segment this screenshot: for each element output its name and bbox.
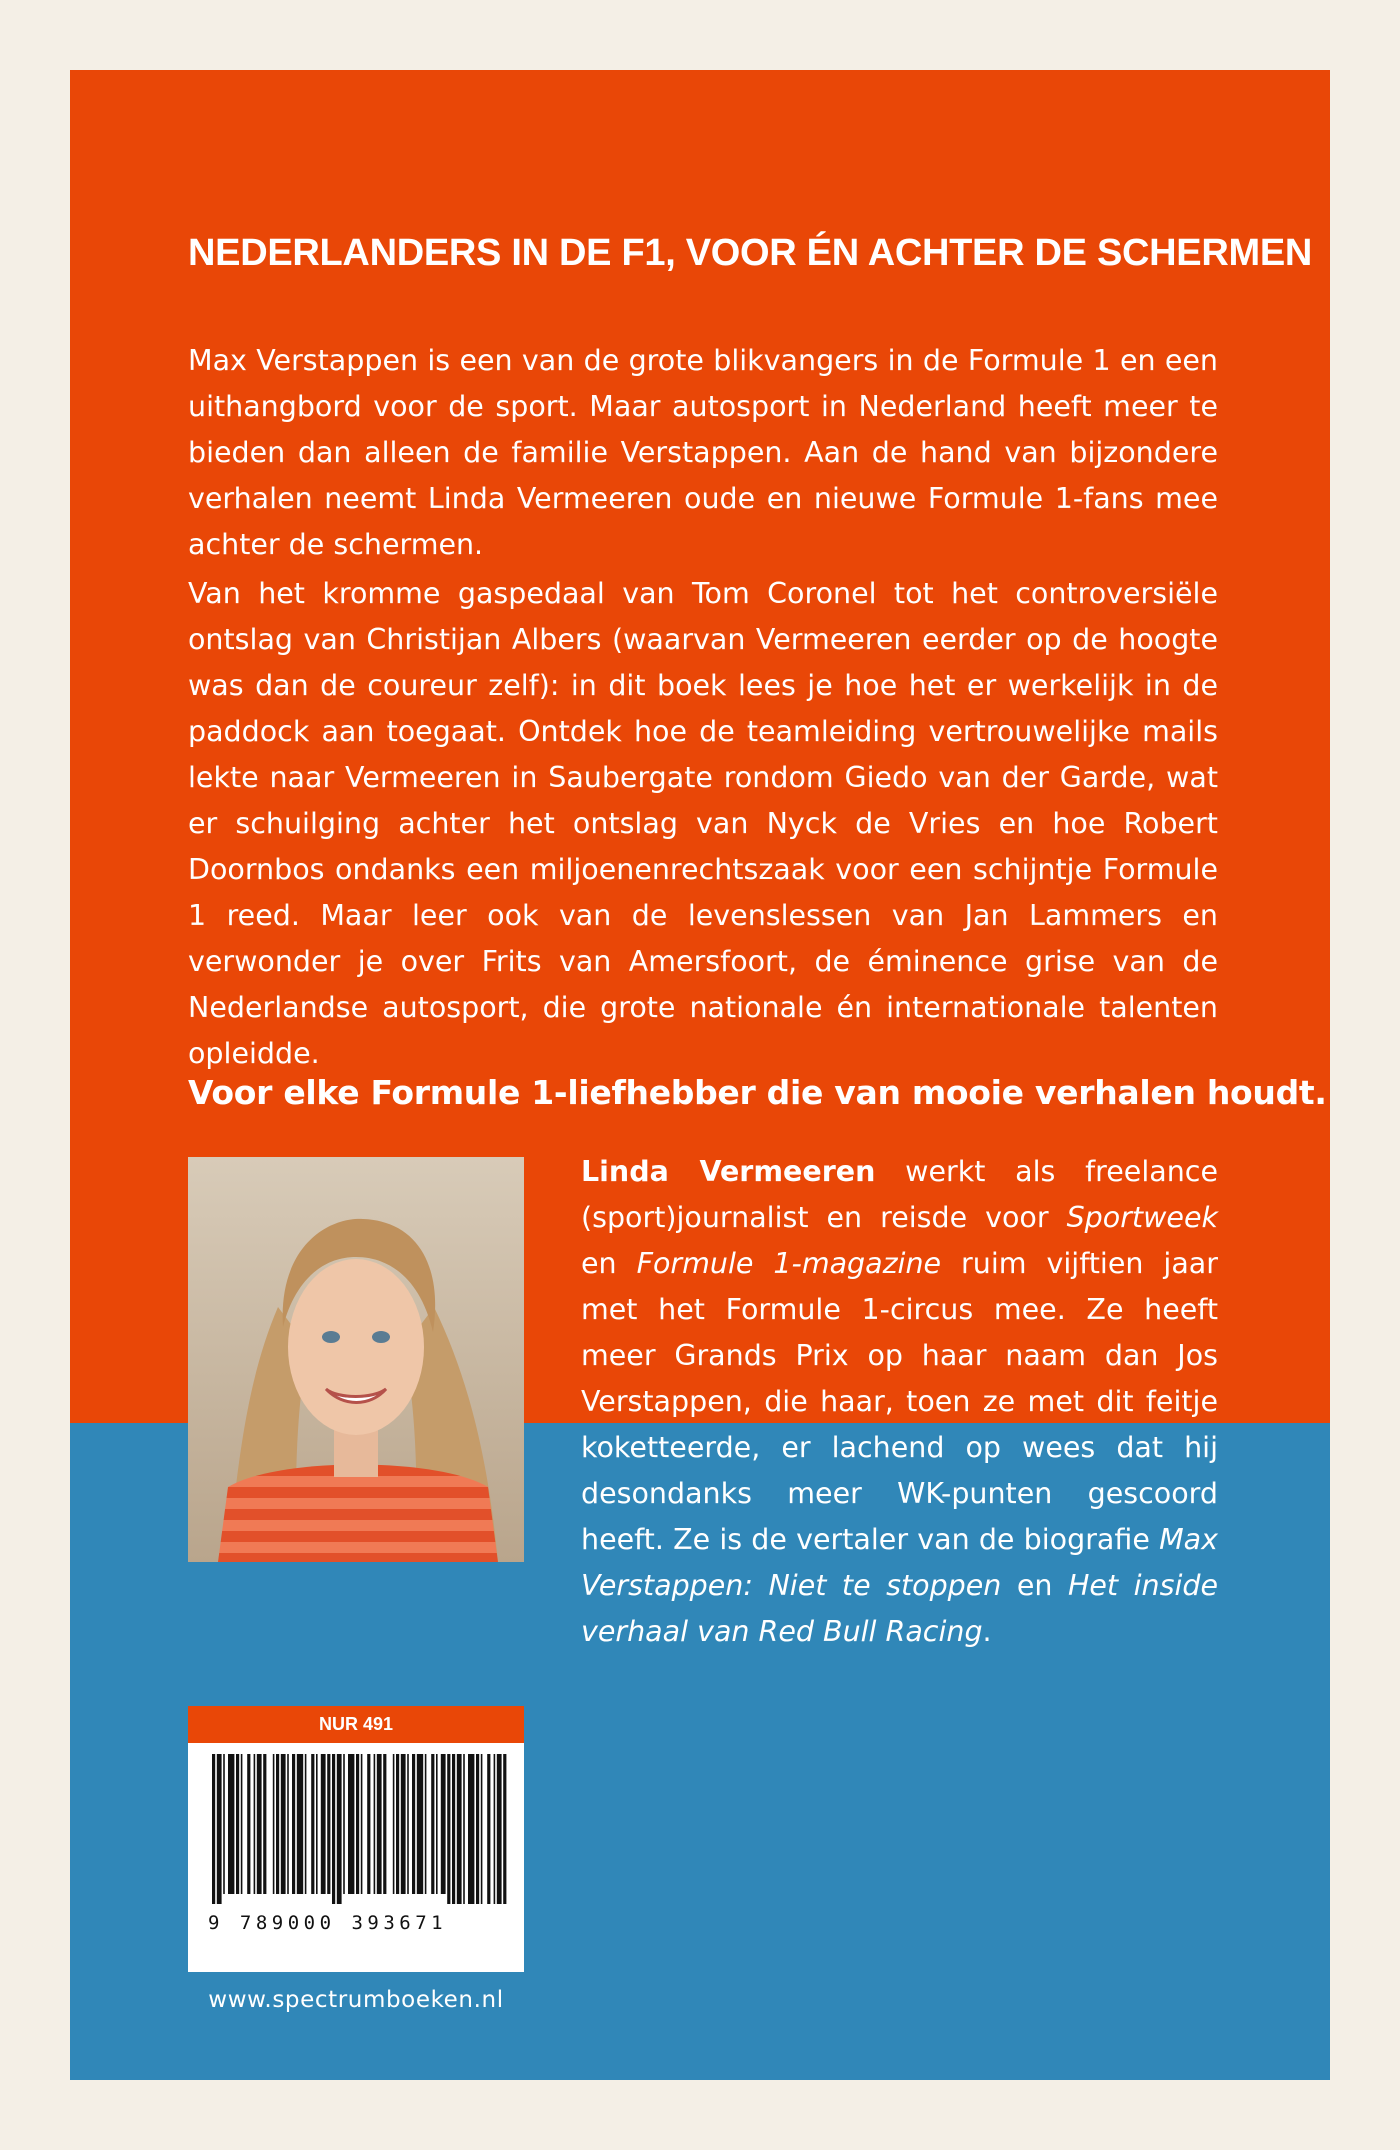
barcode-bar <box>436 1754 438 1894</box>
detail-paragraph: Van het kromme gaspedaal van Tom Coronel tot het controversiële ontslag van Christijan Albers (waarvan Vermeeren eerder op de hoogte was dan de coureur zelf): in dit boek lees je hoe het er werkelijk in de paddock aan toegaat. Ontdek hoe de teamleiding vertrouwelijke mails lekte naar Vermeeren in Saubergate rondom Giedo van der Garde, wat er schuilging achter het ontslag van Nyck de Vries en hoe Robert Doornbos ondanks een miljoenenrechtszaak voor een schijntje Formule 1 reed. Maar leer ook van de levenslessen van Jan Lammers en verwonder je over Frits van Amersfoort, de éminence grise van de Nederlandse autosport, die grote nationale én internationale talenten opleidde. <box>188 577 1218 1070</box>
barcode-bar <box>212 1754 215 1904</box>
barcode-bar <box>463 1754 465 1904</box>
barcode-bar <box>257 1754 262 1894</box>
intro-paragraph: Max Verstappen is een van de grote blikvangers in de Formule 1 en een uithangbord voor de sport. Maar autosport in Nederland heeft meer te bieden dan alleen de familie Verstappen. Aan de hand van bijzondere verhalen neemt Linda Vermeeren oude en nieuwe Formule 1-fans mee achter de schermen. <box>188 344 1218 561</box>
barcode-bar <box>287 1754 289 1894</box>
barcode-bar <box>447 1754 450 1904</box>
barcode-bar <box>327 1754 330 1894</box>
book-back-cover <box>70 70 1330 2080</box>
barcode-bar <box>401 1754 406 1894</box>
barcode-bar <box>441 1754 446 1894</box>
barcode-bar <box>494 1754 496 1904</box>
barcode-bar <box>487 1754 490 1904</box>
barcode-bar <box>374 1754 376 1894</box>
author-portrait-image <box>188 1157 524 1562</box>
book-title-max-verstappen: Max Verstappen: Niet te stoppen <box>581 1523 1218 1602</box>
author-photo <box>188 1157 524 1562</box>
bio-text-5: . <box>982 1615 992 1648</box>
barcode-bar <box>281 1754 286 1894</box>
barcode-bar <box>393 1754 395 1894</box>
barcode-bar <box>263 1754 266 1894</box>
barcode-bar <box>417 1754 423 1894</box>
barcode-bar <box>247 1754 250 1894</box>
isbn-digits: 9 789000 393671 <box>208 1912 448 1934</box>
barcode-bar <box>332 1754 335 1904</box>
barcode-bar <box>273 1754 275 1894</box>
barcode-bar <box>457 1754 462 1904</box>
barcode-bar <box>481 1754 483 1904</box>
barcode-bar <box>425 1754 427 1894</box>
bio-text-4: en <box>1001 1569 1068 1602</box>
barcode-bar <box>305 1754 307 1894</box>
barcode-bar <box>468 1754 474 1904</box>
barcode-bar <box>321 1754 326 1894</box>
barcode-bar <box>503 1754 506 1904</box>
barcode-bar <box>228 1754 234 1894</box>
barcode-bar <box>452 1754 455 1904</box>
author-bio <box>581 1149 1218 1655</box>
barcode-bar <box>223 1754 225 1894</box>
barcode-bar <box>383 1754 386 1894</box>
barcode-bar <box>236 1754 239 1894</box>
barcode-bar <box>348 1754 354 1894</box>
headline: NEDERLANDERS IN DE F1, VOOR ÉN ACHTER DE SCHERMEN <box>188 232 1313 274</box>
barcode-bar <box>311 1754 314 1894</box>
publisher-website: www.spectrumboeken.nl <box>208 1987 504 2013</box>
barcode-bar <box>276 1754 279 1894</box>
barcode-bar <box>316 1754 318 1894</box>
barcode-bar <box>407 1754 409 1894</box>
barcode-bar <box>396 1754 399 1894</box>
magazine-sportweek: Sportweek <box>1066 1201 1218 1234</box>
barcode-bar <box>254 1754 256 1894</box>
barcode-bar <box>356 1754 359 1894</box>
barcode-bar <box>412 1754 415 1894</box>
bio-text-1: werkt als freelance (sport)journalist en reisde voor <box>581 1155 1218 1234</box>
barcode-bar <box>476 1754 479 1904</box>
barcode-bar <box>241 1754 243 1894</box>
barcode-bar <box>292 1754 295 1894</box>
barcode-bar <box>367 1754 370 1894</box>
nur-label: NUR 491 <box>188 1706 524 1743</box>
barcode-bar <box>297 1754 303 1894</box>
barcode-bar <box>497 1754 502 1904</box>
barcode-bar <box>431 1754 434 1894</box>
barcode-bar <box>377 1754 382 1894</box>
bio-text-3: ruim vijftien jaar met het Formule 1-circus mee. Ze heeft meer Grands Prix op haar naam dan Jos Verstappen, die haar, toen ze met dit feitje koketteerde, er lachend op wees dat hij desondanks meer WK-punten gescoord heeft. Ze is de vertaler van de biografie <box>581 1247 1218 1556</box>
tagline: Voor elke Formule 1-liefhebber die van mooie verhalen houdt. <box>188 1073 1327 1112</box>
barcode-bar <box>217 1754 222 1904</box>
barcode-bars <box>208 1754 508 1904</box>
bio-text-2: en <box>581 1247 637 1280</box>
barcode-bar <box>337 1754 342 1904</box>
book-title-red-bull: Het inside verhaal van Red Bull Racing <box>581 1569 1218 1648</box>
barcode-bar <box>361 1754 363 1894</box>
author-name: Linda Vermeeren <box>581 1155 876 1188</box>
magazine-formule1: Formule 1-magazine <box>636 1247 942 1280</box>
barcode-box <box>188 1706 524 1972</box>
barcode-bar <box>343 1754 345 1894</box>
